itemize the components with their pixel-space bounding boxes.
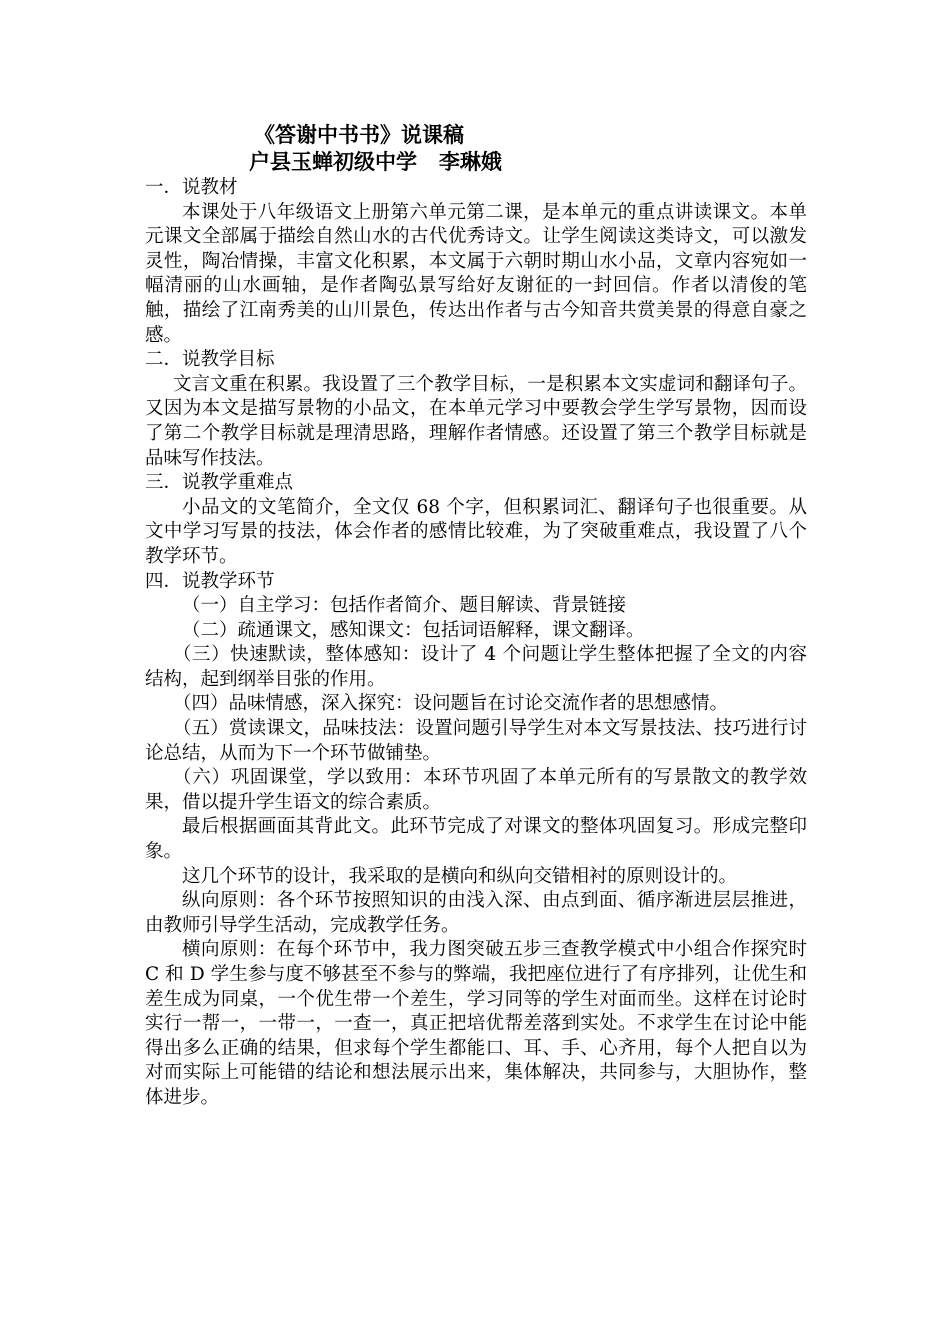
document-subtitle: 户县玉蝉初级中学 李琳娥 bbox=[249, 150, 502, 174]
paragraph: 小品文的文笔简介，全文仅 68 个字，但积累词汇、翻译句子也很重要。从文中学习写景的技法，体会作者的感情比较难，为了突破重难点，我设置了八个教学环节。 bbox=[145, 496, 807, 567]
paragraph-step-2: （二）疏通课文，感知课文：包括词语解释，课文翻译。 bbox=[182, 619, 645, 641]
paragraph-step-1: （一）自主学习：包括作者简介、题目解读、背景链接 bbox=[182, 595, 627, 617]
section-teaching-steps bbox=[145, 570, 807, 1111]
paragraph-final: 最后根据画面其背此文。此环节完成了对课文的整体巩固复习。形成完整印象。 bbox=[145, 816, 807, 863]
document-title: 《答谢中书书》说课稿 bbox=[254, 123, 464, 147]
paragraph-step-3: （三）快速默读，整体感知：设计了 4 个问题让学生整体把握了全文的内容结构，起到纲举目张的作用。 bbox=[145, 644, 807, 690]
section-teaching-material bbox=[145, 176, 807, 348]
paragraph: 本课处于八年级语文上册第六单元第二课，是本单元的重点讲读课文。本单元课文全部属于描绘自然山水的古代优秀诗文。让学生阅读这类诗文，可以激发灵性，陶冶情操，丰富文化积累，本文属于六朝时期山水小品，文章内容宛如一幅清丽的山水画轴，是作者陶弘景写给好友谢征的一封回信。作者以清俊的笔触，描绘了江南秀美的山川景色，传达出作者与古今知音共赏美景的得意自豪之感。 bbox=[145, 201, 807, 346]
paragraph-step-4: （四）品味情感，深入探究：设问题旨在讨论交流作者的思想感情。 bbox=[173, 693, 729, 715]
paragraph-horizontal-principle: 横向原则：在每个环节中，我力图突破五步三查教学模式中小组合作探究时 C 和 D 学生参与度不够甚至不参与的弊端，我把座位进行了有序排列，让优生和差生成为同桌，一个优生带一个差生，学习同等的学生对面而坐。这样在讨论时实行一帮一，一带一，一查一，真正把培优帮差落到实处。不求学生在讨论中能得出多么正确的结果，但求每个学生都能口、耳、手、心齐用，每个人把自以为对而实际上可能错的结论和想法展示出来，集体解决，共同参与，大胆协作，整体进步。 bbox=[145, 939, 807, 1108]
section-teaching-goals bbox=[145, 348, 807, 471]
section-heading: 三．说教学重难点 bbox=[145, 472, 294, 494]
paragraph-step-6: （六）巩固课堂，学以致用：本环节巩固了本单元所有的写景散文的教学效果，借以提升学生语文的综合素质。 bbox=[145, 767, 807, 813]
section-key-difficulties bbox=[145, 471, 807, 569]
paragraph-design: 这几个环节的设计，我采取的是横向和纵向交错相衬的原则设计的。 bbox=[182, 865, 738, 887]
document-page bbox=[145, 122, 807, 1111]
section-heading: 四．说教学环节 bbox=[145, 570, 275, 592]
section-heading: 一．说教材 bbox=[145, 177, 238, 198]
paragraph: 文言文重在积累。我设置了三个教学目标，一是积累本文实虚词和翻译句子。又因为本文是描写景物的小品文，在本单元学习中要教会学生学写景物，因而设了第二个教学目标就是理清思路，理解作者情感。还设置了第三个教学目标就是品味写作技法。 bbox=[145, 373, 807, 469]
section-heading: 二．说教学目标 bbox=[145, 349, 275, 371]
paragraph-vertical-principle: 纵向原则：各个环节按照知识的由浅入深、由点到面、循序渐进层层推进，由教师引导学生活动，完成教学任务。 bbox=[145, 890, 807, 936]
paragraph-step-5: （五）赏读课文，品味技法：设置问题引导学生对本文写景技法、技巧进行讨论总结，从而为下一个环节做铺垫。 bbox=[145, 718, 807, 764]
